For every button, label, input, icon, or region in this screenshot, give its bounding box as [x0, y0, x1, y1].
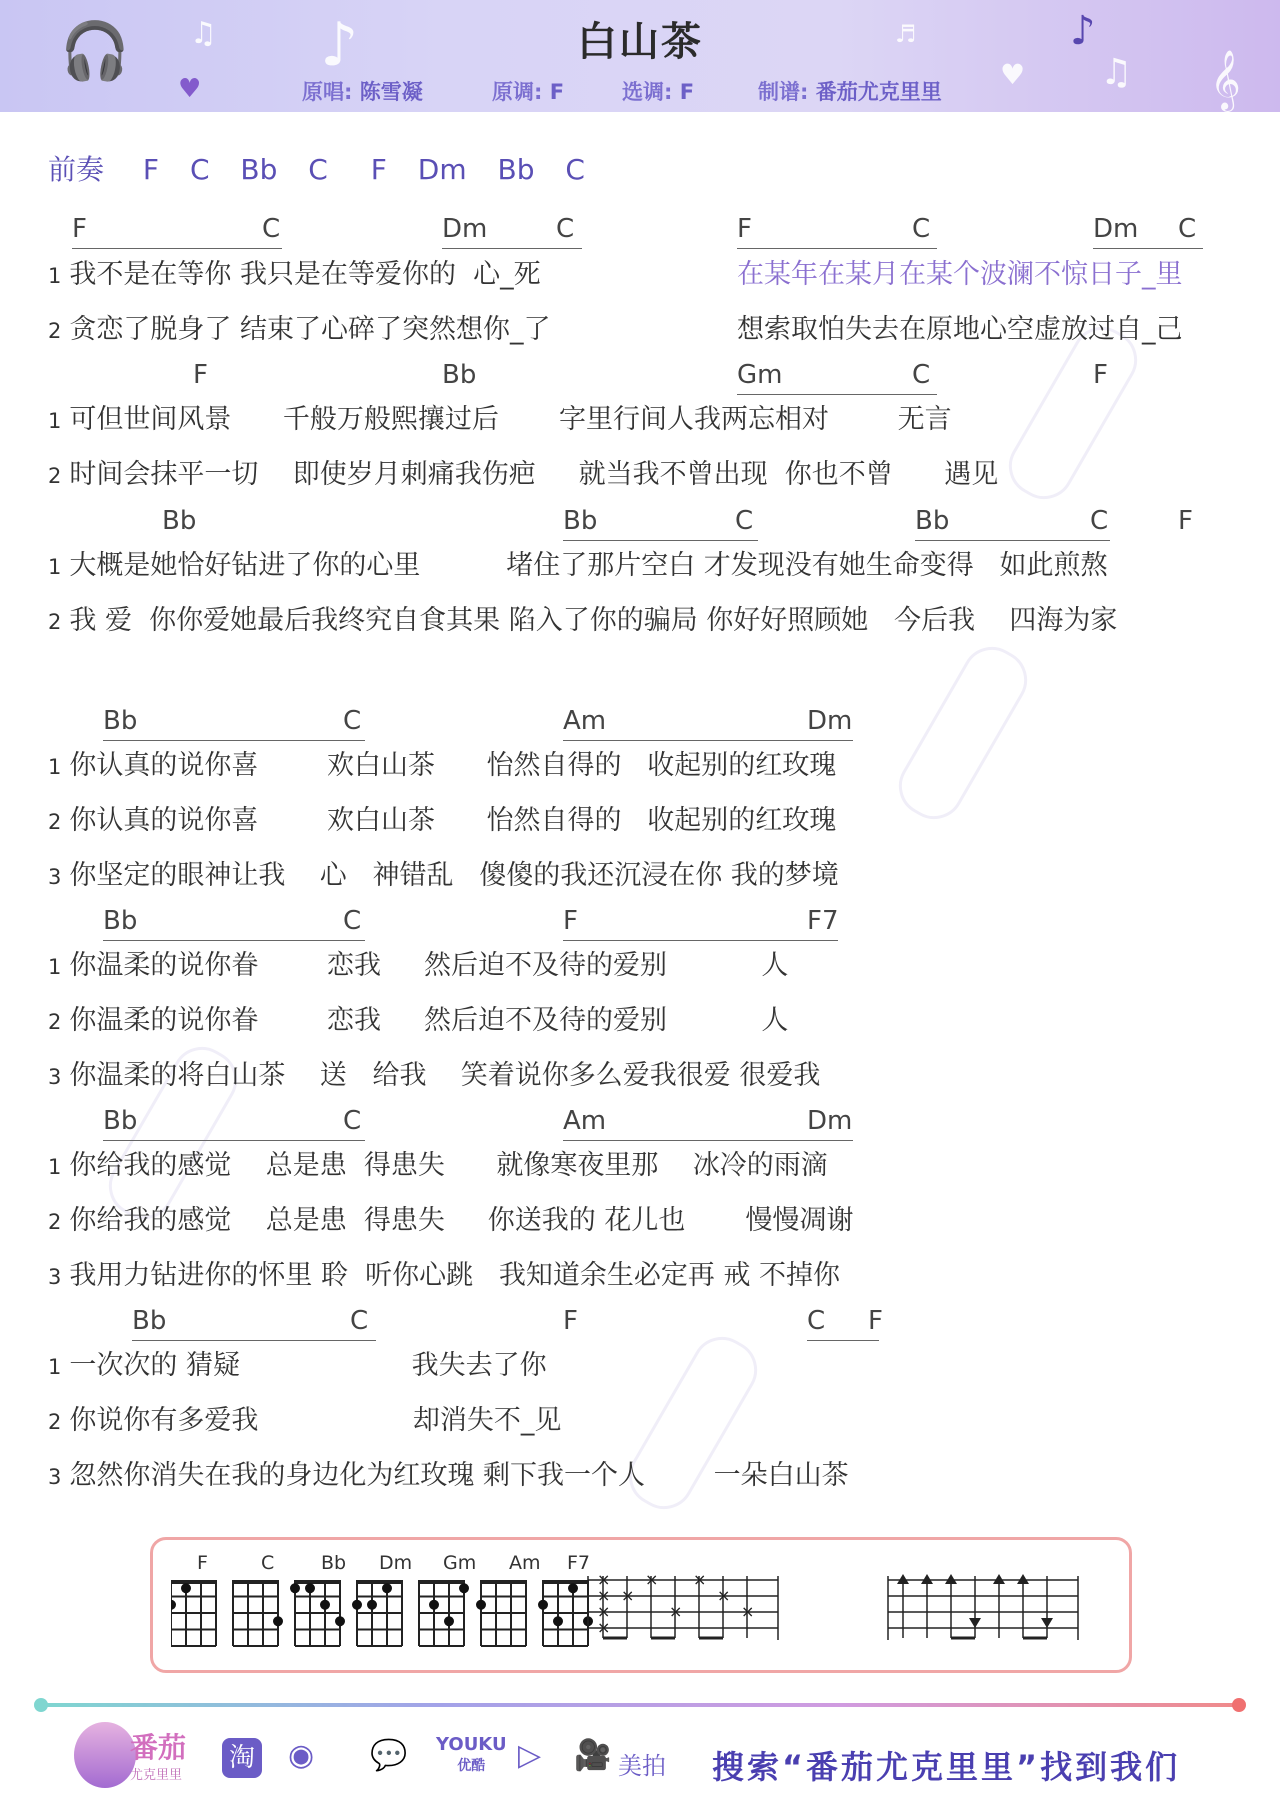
chord-line [563, 740, 853, 741]
chord-label: C [262, 214, 281, 244]
lyric-text: 你给我的感觉 总是患 得患失 你送我的 花儿也 慢慢凋谢 [69, 1205, 854, 1236]
verse-number: 3 [48, 1465, 62, 1489]
chord-label: Bb [915, 506, 950, 536]
lyric-line [737, 252, 1183, 291]
chosen-key-value: F [679, 80, 695, 104]
chord-label: F [868, 1306, 883, 1336]
verse-number: 3 [48, 1265, 62, 1289]
chord-label: F [72, 214, 87, 244]
arranger-value: 番茄尤克里里 [815, 80, 942, 104]
divider-dot-right [1232, 1698, 1246, 1712]
finger-dot [320, 1600, 330, 1610]
footer-slogan: 搜索“番茄尤克里里”找到我们 [712, 1748, 1181, 1786]
verse-number: 2 [48, 464, 62, 488]
svg-text:×: × [597, 1586, 611, 1605]
lyric-line [48, 598, 1117, 637]
chord-label: Bb [162, 506, 197, 536]
chord-line [563, 940, 838, 941]
verse-number: 1 [48, 755, 62, 779]
verse-number: 1 [48, 1355, 62, 1379]
chord-grid [476, 1580, 526, 1646]
chord-line [72, 248, 282, 249]
lyric-text: 你坚定的眼神让我 心 神错乱 傻傻的我还沉浸在你 我的梦境 [69, 860, 839, 891]
lyric-line [48, 853, 839, 892]
chord-label: C [343, 906, 362, 936]
lyric-line [48, 743, 836, 782]
finger-dot [568, 1583, 578, 1593]
original-singer-value: 陈雪凝 [359, 80, 423, 104]
chord-line [737, 248, 937, 249]
lyric-line [48, 1398, 561, 1437]
finger-dot [382, 1583, 392, 1593]
chord-label: C [556, 214, 575, 244]
chord-label: F [1093, 360, 1108, 390]
chord-label: Bb [103, 906, 138, 936]
chord-line [103, 1140, 365, 1141]
lyric-text: 我 爱 你你爱她最后我终究自食其果 陷入了你的骗局 你好好照顾她 今后我 四海为家 [69, 605, 1118, 636]
lyric-text: 时间会抹平一切 即使岁月刺痛我伤疤 就当我不曾出现 你也不曾 遇见 [69, 459, 999, 490]
chord-label: Bb [563, 506, 598, 536]
chord-grid [419, 1580, 469, 1646]
lyric-text: 在某年在某月在某个波澜不惊日子_里 [737, 259, 1183, 290]
original-singer [302, 76, 423, 106]
svg-text:×: × [693, 1570, 707, 1589]
original-singer-label: 原唱: [302, 80, 353, 104]
ukulele-watermark [888, 636, 1038, 830]
lyric-line [48, 307, 550, 346]
music-note-icon: ♫ [190, 16, 217, 51]
chord-line [807, 1340, 879, 1341]
heart-icon: ♥ [178, 74, 202, 104]
chord-label: Dm [807, 706, 853, 736]
finger-dot [476, 1600, 486, 1610]
chord-label: F [737, 214, 752, 244]
weibo-icon[interactable]: ◉ [288, 1738, 315, 1773]
taobao-icon[interactable]: 淘 [222, 1738, 262, 1778]
chord-line [132, 1340, 376, 1341]
lyric-line [48, 543, 1108, 582]
intro-chord: Dm [417, 153, 467, 186]
youku-icon[interactable] [436, 1734, 507, 1775]
chord-diagram-name: Dm [379, 1552, 413, 1574]
finger-dot [290, 1583, 300, 1593]
lyric-line [48, 397, 952, 436]
chord-grid [233, 1580, 283, 1646]
chord-grid [171, 1580, 216, 1646]
verse-number: 1 [48, 1155, 62, 1179]
lyric-line [48, 943, 788, 982]
lyric-line [48, 998, 788, 1037]
chord-diagram-name: F [197, 1552, 208, 1574]
lyric-line [48, 1198, 853, 1237]
svg-text:×: × [645, 1570, 659, 1589]
lyric-line [48, 252, 541, 291]
lyric-text: 你说你有多爱我 却消失不_见 [69, 1405, 562, 1436]
music-note-icon: ♪ [1070, 8, 1096, 54]
verse-number: 1 [48, 555, 62, 579]
finger-dot [367, 1600, 377, 1610]
finger-dot [553, 1616, 563, 1626]
chord-line [563, 540, 758, 541]
finger-dot [171, 1600, 176, 1610]
lyric-text: 你温柔的说你眷 恋我 然后迫不及待的爱别 人 [69, 950, 789, 981]
finger-dot [444, 1616, 454, 1626]
lyric-text: 忽然你消失在我的身边化为红玫瑰 剩下我一个人 一朵白山茶 [69, 1460, 849, 1491]
svg-text:×: × [717, 1586, 731, 1605]
chord-line [103, 740, 365, 741]
chord-line [915, 540, 1110, 541]
intro-chord: C [308, 153, 328, 186]
chord-label: F [193, 360, 208, 390]
finger-dot [429, 1600, 439, 1610]
intro-chord: C [565, 153, 585, 186]
finger-dot [181, 1583, 191, 1593]
arranger [758, 76, 942, 106]
verse-number: 1 [48, 955, 62, 979]
chord-label: C [350, 1306, 369, 1336]
chord-diagram-name: F7 [567, 1552, 591, 1574]
guitar-icon: ♪ [320, 10, 359, 80]
lyric-line [48, 1253, 840, 1292]
chord-label: F [1178, 506, 1193, 536]
verse-number: 1 [48, 264, 62, 288]
strum-pattern-1 [583, 1568, 783, 1658]
meipai-icon[interactable]: 🎥 [574, 1738, 612, 1773]
arranger-label: 制谱: [758, 80, 809, 104]
svg-text:×: × [621, 1586, 635, 1605]
lyric-text: 你温柔的将白山茶 送 给我 笑着说你多么爱我很爱 很爱我 [69, 1060, 821, 1091]
finger-dot [305, 1583, 315, 1593]
lyric-text: 你认真的说你喜 欢白山茶 怡然自得的 收起别的红玫瑰 [69, 805, 837, 836]
chord-label: F [563, 1306, 578, 1336]
verse-number: 3 [48, 1065, 62, 1089]
lyric-text: 想索取怕失去在原地心空虚放过自_己 [737, 314, 1183, 345]
verse-number: 3 [48, 865, 62, 889]
chord-diagram-name: C [261, 1552, 275, 1574]
verse-number: 2 [48, 1210, 62, 1234]
svg-text:×: × [741, 1602, 755, 1621]
strum-pattern-2 [883, 1568, 1083, 1658]
chord-label: F7 [807, 906, 839, 936]
chord-label: Dm [442, 214, 488, 244]
chord-diagram-name: Gm [443, 1552, 477, 1574]
chord-chart-box [150, 1537, 1132, 1673]
intro-chord: Bb [240, 153, 278, 186]
wechat-icon[interactable]: 💬 [370, 1738, 408, 1773]
heart-icon: ♥ [1000, 58, 1026, 91]
original-key-value: F [549, 80, 565, 104]
youku-sublabel: 优酷 [457, 1758, 486, 1774]
chord-grid [290, 1580, 345, 1646]
chord-label: Dm [1093, 214, 1139, 244]
chord-label: C [807, 1306, 826, 1336]
divider-dot-left [34, 1698, 48, 1712]
lyric-text: 我不是在等你 我只是在等爱你的 心_死 [69, 259, 541, 290]
verse-number: 2 [48, 610, 62, 634]
chord-line [442, 248, 582, 249]
lyric-line [48, 1053, 820, 1092]
finger-dot [538, 1600, 548, 1610]
finger-dot [459, 1583, 469, 1593]
header-banner [0, 0, 1280, 112]
intro-chord: F [370, 153, 387, 186]
original-key [492, 76, 564, 106]
chord-label: Am [563, 706, 607, 736]
verse-number: 1 [48, 409, 62, 433]
intro-line [48, 148, 607, 188]
chord-label: C [735, 506, 754, 536]
chord-label: F [563, 906, 578, 936]
chord-label: Bb [442, 360, 477, 390]
lyric-text: 你温柔的说你眷 恋我 然后迫不及待的爱别 人 [69, 1005, 789, 1036]
original-key-label: 原调: [492, 80, 543, 104]
brand-name: 番茄 [130, 1731, 187, 1764]
chosen-key-label: 选调: [622, 80, 673, 104]
chord-label: Bb [103, 706, 138, 736]
finger-dot [352, 1600, 362, 1610]
chord-label: Bb [103, 1106, 138, 1136]
finger-dot [335, 1616, 345, 1626]
tomato-logo-icon [74, 1722, 136, 1788]
chord-diagrams [171, 1580, 611, 1670]
lyric-text: 可但世间风景 千般万般熙攘过后 字里行间人我两忘相对 无言 [69, 404, 952, 435]
svg-text:×: × [597, 1570, 611, 1589]
chosen-key [622, 76, 694, 106]
lyric-line [48, 1143, 828, 1182]
verse-number: 2 [48, 319, 62, 343]
lyric-text: 你给我的感觉 总是患 得患失 就像寒夜里那 冰冷的雨滴 [69, 1150, 828, 1181]
chord-label: C [343, 1106, 362, 1136]
lyric-text: 你认真的说你喜 欢白山茶 怡然自得的 收起别的红玫瑰 [69, 750, 837, 781]
verse-number: 2 [48, 1410, 62, 1434]
lyric-line [737, 307, 1183, 346]
lyric-line [48, 452, 998, 491]
song-title: 白山茶 [577, 19, 703, 65]
lyric-line [48, 1453, 849, 1492]
footer-divider [40, 1703, 1240, 1707]
chord-diagram-name: Bb [321, 1552, 347, 1574]
lyric-line [48, 798, 836, 837]
intro-chord: Bb [497, 153, 535, 186]
svg-text:×: × [597, 1602, 611, 1621]
verse-number: 2 [48, 1010, 62, 1034]
music-note-icon: ♫ [1100, 52, 1133, 93]
chord-line [1093, 248, 1203, 249]
chord-line [103, 940, 365, 941]
brand-subtitle: 尤克里里 [130, 1768, 183, 1783]
youku-label: YOUKU [436, 1734, 507, 1755]
lyric-text: 大概是她恰好钻进了你的心里 堵住了那片空白 才发现没有她生命变得 如此煎熬 [69, 550, 1108, 581]
chord-label: C [912, 214, 931, 244]
chord-label: Gm [737, 360, 783, 390]
svg-text:×: × [669, 1602, 683, 1621]
headphones-icon: 🎧 [60, 19, 130, 84]
svg-text:×: × [597, 1618, 611, 1637]
chord-grid [352, 1580, 402, 1646]
treble-clef-icon: 𝄞 [1210, 50, 1241, 110]
lyric-line [48, 1343, 547, 1382]
lyric-text: 我用力钻进你的怀里 聆 听你心跳 我知道余生必定再 戒 不掉你 [69, 1260, 841, 1291]
chord-label: C [912, 360, 931, 390]
meipai-label: 美拍 [618, 1752, 666, 1780]
intro-chord: F [142, 153, 160, 186]
intro-label: 前奏 [48, 153, 105, 186]
chord-label: Bb [132, 1306, 167, 1336]
chord-label: Am [563, 1106, 607, 1136]
verse-number: 2 [48, 810, 62, 834]
chord-label: Dm [807, 1106, 853, 1136]
chord-line [563, 1140, 853, 1141]
intro-chord: C [189, 153, 210, 186]
chord-label: C [1090, 506, 1109, 536]
lyric-text: 一次次的 猜疑 我失去了你 [69, 1350, 547, 1381]
finger-dot [273, 1616, 283, 1626]
chord-label: C [343, 706, 362, 736]
music-note-icon: ♬ [895, 20, 917, 48]
play-icon[interactable]: ▷ [518, 1738, 542, 1773]
chord-line [737, 394, 937, 395]
chord-diagram-name: Am [509, 1552, 541, 1574]
lyric-text: 贪恋了脱身了 结束了心碎了突然想你_了 [69, 314, 551, 345]
chord-label: C [1178, 214, 1197, 244]
